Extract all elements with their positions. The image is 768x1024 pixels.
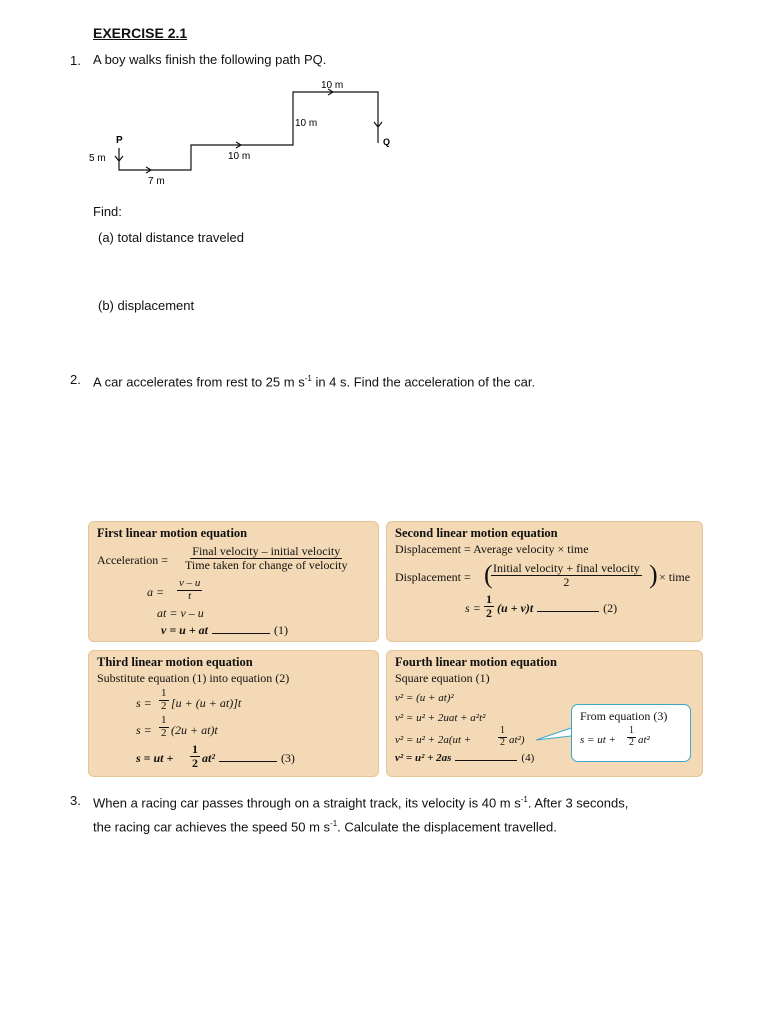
- panel-second-line1: Displacement = Average velocity × time: [395, 542, 589, 556]
- half-3a: $\frac{1}{2}$: [161, 687, 167, 712]
- callout-title: From equation (3): [580, 709, 668, 723]
- panel-first-heading: First linear motion equation: [97, 526, 248, 540]
- q2-text: A car accelerates from rest to 25 m $s^{-1}$ in 4 s. Find the acceleration of the car.: [93, 374, 536, 390]
- label-7m: 7 m: [148, 176, 165, 187]
- callout-eq-a: s = ut +: [580, 734, 616, 746]
- q3-line1: When a racing car passes through on a straight track, its velocity is 40 m $s^{-1}$. After 3 seconds,: [93, 795, 629, 811]
- label-10m-low: 10 m: [228, 151, 251, 162]
- label-q: Q: [383, 137, 391, 147]
- panel-fourth-heading: Fourth linear motion equation: [395, 655, 557, 669]
- s-lhs-3b: s =: [136, 723, 152, 737]
- panel-third-heading: Third linear motion equation: [97, 655, 253, 669]
- panel-second-heading: Second linear motion equation: [395, 526, 558, 540]
- q3-number: 3.: [70, 793, 81, 808]
- paren-open: (: [484, 560, 493, 589]
- disp-tail: × time: [659, 570, 691, 584]
- at-equation: at = v – u: [157, 606, 204, 620]
- half-3b: $\frac{1}{2}$: [161, 714, 167, 739]
- panel-first-equation: [88, 521, 379, 642]
- q2-number: 2.: [70, 372, 81, 387]
- q1-number: 1.: [70, 53, 81, 68]
- panel-second-equation: [386, 521, 703, 642]
- fourth-l3-b: at²): [509, 734, 525, 746]
- s-lhs-3a: s =: [136, 696, 152, 710]
- paren-close: ): [649, 560, 658, 589]
- exercise-title: EXERCISE 2.1: [93, 25, 188, 41]
- fourth-l1: v² = (u + at)²: [395, 692, 454, 704]
- s-rhs-2: (u + v)t (2): [497, 601, 618, 615]
- fourth-l3-a: v² = u² + 2a(ut +: [395, 734, 472, 746]
- third-line4-a: s = ut +: [136, 751, 174, 765]
- a-fraction: $\frac{v - u}{t}$: [179, 577, 201, 602]
- half-4: $\frac{1}{2}$: [500, 725, 505, 748]
- accel-label: Acceleration =: [97, 553, 169, 567]
- panel-third-line1: Substitute equation (1) into equation (2): [97, 671, 290, 685]
- third-line3: (2u + at)t: [171, 723, 218, 737]
- label-5m: 5 m: [89, 153, 106, 164]
- path-diagram: [0, 0, 420, 200]
- q1-part-a: (a) total distance traveled: [98, 230, 244, 245]
- panel-fourth-line1: Square equation (1): [395, 671, 490, 685]
- q1-part-b: (b) displacement: [98, 298, 195, 313]
- q1-find: Find:: [93, 204, 122, 219]
- accel-fraction: Final velocity – initial velocity Time taken for change of velocity: [185, 544, 348, 572]
- callout-pointer: [530, 720, 575, 750]
- s-lhs-2: s =: [465, 601, 481, 615]
- callout-from-equation-3: [571, 704, 691, 762]
- disp-label: Displacement =: [395, 570, 471, 584]
- callout-eq-b: at²: [638, 734, 650, 746]
- a-lhs: a =: [147, 585, 165, 599]
- panel-third-equation: [88, 650, 379, 777]
- disp-fraction: Initial velocity + final velocity 2: [493, 561, 640, 589]
- half-3c: $\frac{1}{2}$: [192, 742, 198, 770]
- third-line2: [u + (u + at)]t: [171, 696, 242, 710]
- fourth-l4: v² = u² + 2as (4): [395, 752, 535, 764]
- label-p: P: [116, 135, 123, 146]
- callout-half: $\frac{1}{2}$: [629, 725, 634, 748]
- third-line4-b: at² (3): [202, 751, 295, 765]
- half-2: $\frac{1}{2}$: [486, 592, 492, 620]
- fourth-l2: v² = u² + 2uat + a²t²: [395, 712, 486, 724]
- label-10m-top: 10 m: [321, 80, 344, 91]
- label-10m-mid: 10 m: [295, 118, 318, 129]
- v-equation: v = u + at (1): [161, 623, 289, 637]
- q3-line2: the racing car achieves the speed 50 m $s^{-1}$. Calculate the displacement travelled.: [93, 819, 557, 835]
- q1-text: A boy walks finish the following path PQ.: [93, 52, 327, 67]
